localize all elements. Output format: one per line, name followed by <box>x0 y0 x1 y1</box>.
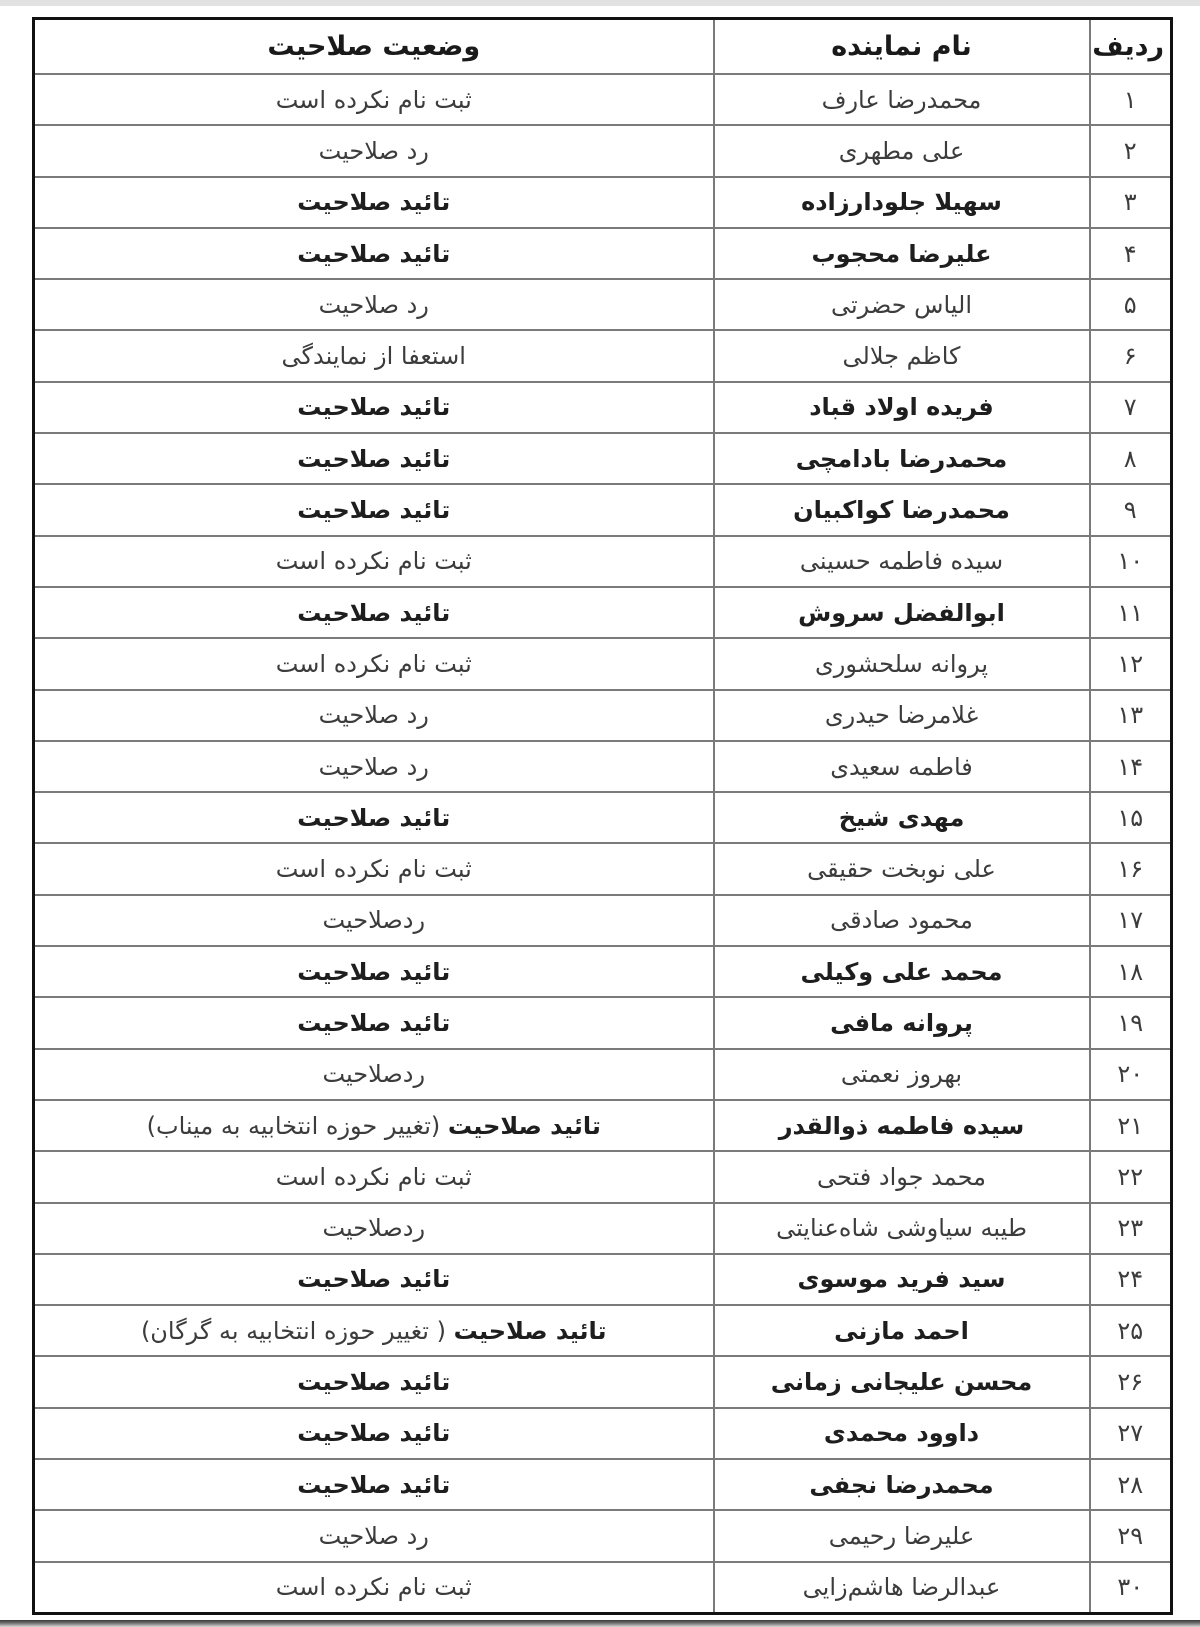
eligibility-status-cell <box>34 946 714 997</box>
representative-name-cell: سهیلا جلودارزاده <box>714 177 1090 228</box>
eligibility-status-cell <box>34 587 714 638</box>
row-number-cell: ۲۷ <box>1090 1408 1172 1459</box>
eligibility-status-cell <box>34 74 714 125</box>
table-row <box>34 125 1172 176</box>
status-label: تائید صلاحیت <box>447 1111 601 1140</box>
representative-name-cell: محمد جواد فتحی <box>714 1151 1090 1202</box>
eligibility-status-cell <box>34 382 714 433</box>
eligibility-status-cell <box>34 330 714 381</box>
status-label: ثبت نام نکرده است <box>275 547 472 576</box>
eligibility-status-cell <box>34 741 714 792</box>
eligibility-status-cell <box>34 690 714 741</box>
status-label: ثبت نام نکرده است <box>275 649 472 678</box>
representative-name-cell: فاطمه سعیدی <box>714 741 1090 792</box>
status-label: تائید صلاحیت <box>297 188 451 217</box>
eligibility-status-cell <box>34 1203 714 1254</box>
status-label: تائید صلاحیت <box>297 803 451 832</box>
representative-name-cell: پروانه مافی <box>714 997 1090 1048</box>
eligibility-status-cell <box>34 536 714 587</box>
status-note: ( تغییر حوزه انتخابیه به گرگان) <box>140 1316 446 1345</box>
table-row <box>34 536 1172 587</box>
top-gray-band <box>0 0 1200 6</box>
status-label: ردصلاحیت <box>322 1060 426 1089</box>
representatives-table <box>32 17 1173 1615</box>
row-number-cell: ۲۳ <box>1090 1203 1172 1254</box>
representative-name-cell: علی نوبخت حقیقی <box>714 843 1090 894</box>
status-label: استعفا از نمایندگی <box>281 342 466 371</box>
table-row <box>34 177 1172 228</box>
representative-name-cell: محمد علی وکیلی <box>714 946 1090 997</box>
table-row <box>34 1459 1172 1510</box>
table-header-row <box>34 19 1172 75</box>
table-row <box>34 587 1172 638</box>
row-number-cell: ۲۵ <box>1090 1305 1172 1356</box>
eligibility-status-cell <box>34 895 714 946</box>
table-row <box>34 843 1172 894</box>
eligibility-status-cell <box>34 228 714 279</box>
representative-name-cell: طیبه سیاوشی شاه‌عنایتی <box>714 1203 1090 1254</box>
eligibility-status-cell <box>34 997 714 1048</box>
table-row <box>34 484 1172 535</box>
representative-name-cell: علی مطهری <box>714 125 1090 176</box>
representative-name-cell: الیاس حضرتی <box>714 279 1090 330</box>
status-label: تائید صلاحیت <box>297 393 451 422</box>
status-note: (تغییر حوزه انتخابیه به میناب) <box>146 1111 441 1140</box>
row-number-cell: ۲ <box>1090 125 1172 176</box>
status-label: تائید صلاحیت <box>297 598 451 627</box>
table-row <box>34 638 1172 689</box>
representative-name-cell: غلامرضا حیدری <box>714 690 1090 741</box>
row-number-cell: ۴ <box>1090 228 1172 279</box>
representative-name-cell: فریده اولاد قباد <box>714 382 1090 433</box>
eligibility-status-cell <box>34 1100 714 1151</box>
row-number-cell: ۳۰ <box>1090 1562 1172 1614</box>
representative-name-cell: داوود محمدی <box>714 1408 1090 1459</box>
table-row <box>34 1305 1172 1356</box>
row-number-cell: ۱۳ <box>1090 690 1172 741</box>
row-number-cell: ۱۴ <box>1090 741 1172 792</box>
status-label: رد صلاحیت <box>318 136 429 165</box>
status-label: تائید صلاحیت <box>297 1265 451 1294</box>
row-number-cell: ۲۱ <box>1090 1100 1172 1151</box>
status-label: ثبت نام نکرده است <box>275 855 472 884</box>
status-label: تائید صلاحیت <box>297 496 451 525</box>
table-row <box>34 1356 1172 1407</box>
bottom-dark-band <box>0 1620 1200 1627</box>
table-row <box>34 1254 1172 1305</box>
representative-name-cell: ابوالفضل سروش <box>714 587 1090 638</box>
table-row <box>34 1151 1172 1202</box>
representative-name-cell: کاظم جلالی <box>714 330 1090 381</box>
table-row <box>34 895 1172 946</box>
eligibility-status-cell <box>34 433 714 484</box>
eligibility-status-cell <box>34 1049 714 1100</box>
representative-name-cell: بهروز نعمتی <box>714 1049 1090 1100</box>
eligibility-status-cell <box>34 792 714 843</box>
table-row <box>34 1562 1172 1614</box>
representative-name-cell: محمدرضا بادامچی <box>714 433 1090 484</box>
representative-name-cell: عبدالرضا هاشم‌زایی <box>714 1562 1090 1614</box>
representative-name-cell: علیرضا محجوب <box>714 228 1090 279</box>
table-row <box>34 690 1172 741</box>
eligibility-status-cell <box>34 1459 714 1510</box>
representative-name-cell: محمود صادقی <box>714 895 1090 946</box>
table-row <box>34 330 1172 381</box>
table-row <box>34 997 1172 1048</box>
table-row <box>34 741 1172 792</box>
row-number-cell: ۹ <box>1090 484 1172 535</box>
status-label: ثبت نام نکرده است <box>275 1162 472 1191</box>
status-label: تائید صلاحیت <box>297 1470 451 1499</box>
table-row <box>34 1100 1172 1151</box>
row-number-cell: ۲۶ <box>1090 1356 1172 1407</box>
row-number-cell: ۱ <box>1090 74 1172 125</box>
eligibility-status-cell <box>34 1254 714 1305</box>
row-number-cell: ۲۰ <box>1090 1049 1172 1100</box>
eligibility-status-cell <box>34 1408 714 1459</box>
table-row <box>34 279 1172 330</box>
row-number-cell: ۷ <box>1090 382 1172 433</box>
header-row-number: ردیف <box>1090 19 1172 75</box>
table-row <box>34 1510 1172 1561</box>
status-label: ردصلاحیت <box>322 906 426 935</box>
row-number-cell: ۳ <box>1090 177 1172 228</box>
status-label: تائید صلاحیت <box>297 1419 451 1448</box>
eligibility-status-cell <box>34 125 714 176</box>
representative-name-cell: احمد مازنی <box>714 1305 1090 1356</box>
eligibility-status-cell <box>34 638 714 689</box>
status-label: تائید صلاحیت <box>297 1008 451 1037</box>
representative-name-cell: محمدرضا کواکبیان <box>714 484 1090 535</box>
row-number-cell: ۲۲ <box>1090 1151 1172 1202</box>
row-number-cell: ۱۲ <box>1090 638 1172 689</box>
table-row <box>34 228 1172 279</box>
row-number-cell: ۲۸ <box>1090 1459 1172 1510</box>
status-label: رد صلاحیت <box>318 290 429 319</box>
row-number-cell: ۱۶ <box>1090 843 1172 894</box>
status-label: رد صلاحیت <box>318 752 429 781</box>
header-representative-name: نام نماینده <box>714 19 1090 75</box>
row-number-cell: ۵ <box>1090 279 1172 330</box>
table-row <box>34 1203 1172 1254</box>
table-row <box>34 1049 1172 1100</box>
status-label: رد صلاحیت <box>318 701 429 730</box>
table-row <box>34 433 1172 484</box>
header-eligibility-status: وضعیت صلاحیت <box>34 19 714 75</box>
status-label: تائید صلاحیت <box>297 957 451 986</box>
row-number-cell: ۱۸ <box>1090 946 1172 997</box>
row-number-cell: ۱۰ <box>1090 536 1172 587</box>
eligibility-status-cell <box>34 177 714 228</box>
representative-name-cell: محسن علیجانی زمانی <box>714 1356 1090 1407</box>
eligibility-status-cell <box>34 1562 714 1614</box>
row-number-cell: ۲۹ <box>1090 1510 1172 1561</box>
status-label: ردصلاحیت <box>322 1214 426 1243</box>
representative-name-cell: سیده فاطمه ذوالقدر <box>714 1100 1090 1151</box>
table-row <box>34 1408 1172 1459</box>
eligibility-status-cell <box>34 843 714 894</box>
row-number-cell: ۶ <box>1090 330 1172 381</box>
eligibility-status-cell <box>34 1305 714 1356</box>
row-number-cell: ۱۱ <box>1090 587 1172 638</box>
table-body <box>34 74 1172 1613</box>
status-label: تائید صلاحیت <box>297 1368 451 1397</box>
eligibility-status-cell <box>34 1151 714 1202</box>
status-label: ثبت نام نکرده است <box>275 1573 472 1602</box>
status-label: تائید صلاحیت <box>297 444 451 473</box>
representative-name-cell: مهدی شیخ <box>714 792 1090 843</box>
status-label: ثبت نام نکرده است <box>275 85 472 114</box>
representative-name-cell: محمدرضا عارف <box>714 74 1090 125</box>
table-row <box>34 946 1172 997</box>
eligibility-status-cell <box>34 1510 714 1561</box>
row-number-cell: ۱۷ <box>1090 895 1172 946</box>
row-number-cell: ۱۵ <box>1090 792 1172 843</box>
row-number-cell: ۲۴ <box>1090 1254 1172 1305</box>
representative-name-cell: سیده فاطمه حسینی <box>714 536 1090 587</box>
row-number-cell: ۸ <box>1090 433 1172 484</box>
eligibility-status-cell <box>34 484 714 535</box>
status-label: رد صلاحیت <box>318 1521 429 1550</box>
representative-name-cell: علیرضا رحیمی <box>714 1510 1090 1561</box>
table-row <box>34 74 1172 125</box>
representative-name-cell: سید فرید موسوی <box>714 1254 1090 1305</box>
representative-name-cell: پروانه سلحشوری <box>714 638 1090 689</box>
eligibility-status-cell <box>34 1356 714 1407</box>
representative-name-cell: محمدرضا نجفی <box>714 1459 1090 1510</box>
eligibility-status-cell <box>34 279 714 330</box>
row-number-cell: ۱۹ <box>1090 997 1172 1048</box>
table-row <box>34 792 1172 843</box>
table-row <box>34 382 1172 433</box>
status-label: تائید صلاحیت <box>297 239 451 268</box>
status-label: تائید صلاحیت <box>453 1316 607 1345</box>
